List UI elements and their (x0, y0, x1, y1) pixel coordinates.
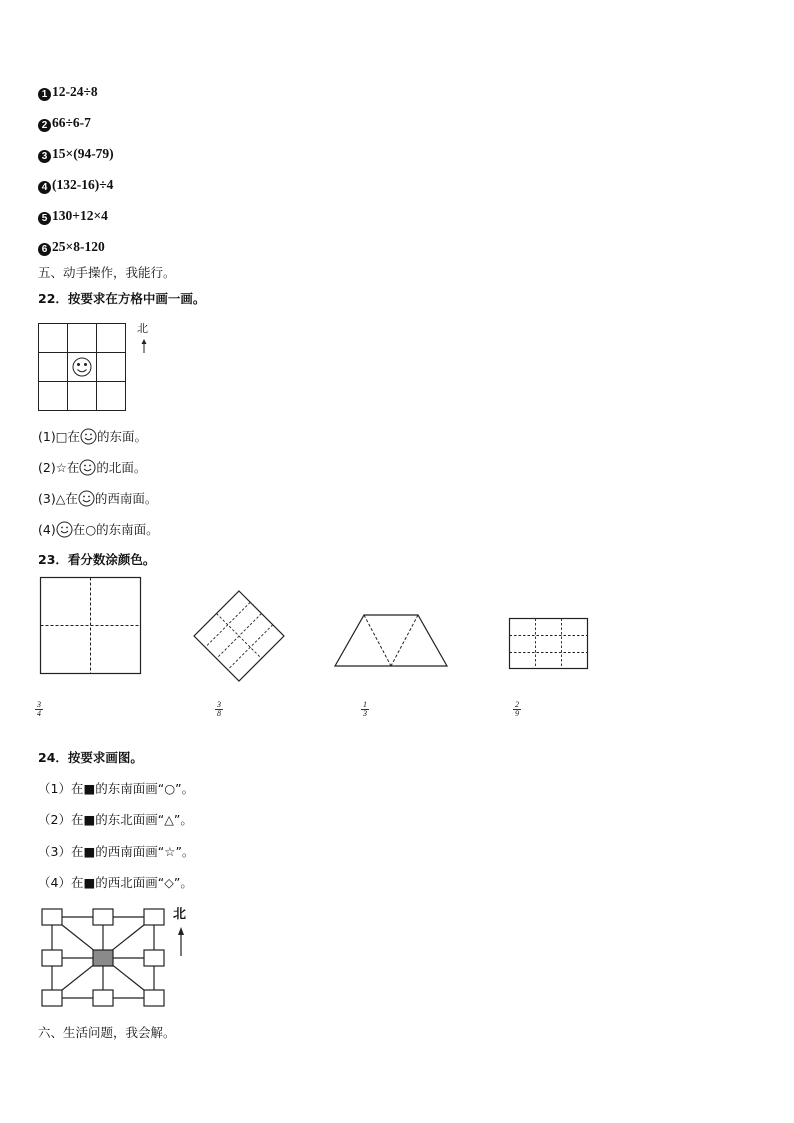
expression-4 (38, 177, 113, 194)
q23-diamond (193, 590, 285, 682)
fraction-label (513, 701, 521, 718)
item-prefix: (2)☆在 (38, 460, 80, 475)
fraction-label (215, 701, 223, 718)
expression-2 (38, 115, 91, 132)
expression-text: 25×8-120 (52, 239, 105, 254)
q24-item-3: （3）在■的西南面画“☆”。 (38, 844, 195, 859)
fraction-numerator: 3 (217, 700, 221, 709)
q24-item-4: （4）在■的西北面画“◇”。 (38, 875, 193, 890)
expression-text: (132-16)÷4 (52, 177, 114, 192)
q22-north-label: 北 (137, 322, 148, 335)
expression-text: 130+12×4 (52, 208, 108, 223)
q22-item-1 (38, 428, 147, 445)
q22-item-3 (38, 490, 157, 507)
q23-rectangle (509, 618, 589, 670)
fraction-denominator: 9 (515, 709, 519, 718)
expression-6 (38, 239, 105, 256)
circled-number: 6 (38, 243, 51, 256)
expression-text: 15×(94-79) (52, 146, 114, 161)
smiley-icon (73, 358, 91, 376)
item-prefix: (3)△在 (38, 491, 78, 506)
item-suffix: 的西南面。 (94, 491, 158, 506)
fraction-denominator: 3 (363, 709, 367, 718)
smiley-icon (79, 459, 96, 476)
q22-item-4 (38, 521, 159, 538)
q24-item-1: （1）在■的东南面画“○”。 (38, 781, 195, 796)
item-suffix: 在○的东南面。 (72, 522, 159, 537)
smiley-icon (78, 490, 95, 507)
fraction-label (35, 701, 43, 718)
q24-title: 24．按要求画图。 (38, 750, 143, 765)
fraction-numerator: 2 (515, 700, 519, 709)
fraction-numerator: 3 (37, 700, 41, 709)
q24-north-label: 北 (173, 907, 187, 922)
section-5-title: 五、动手操作，我能行。 (38, 265, 176, 280)
circled-number: 5 (38, 212, 51, 225)
expression-text: 12-24÷8 (52, 84, 98, 99)
expression-5 (38, 208, 108, 225)
q23-square (40, 577, 142, 675)
fraction-label (361, 701, 369, 718)
center-square-icon (93, 950, 113, 966)
section-6-title: 六、生活问题，我会解。 (38, 1025, 176, 1040)
smiley-icon (80, 428, 97, 445)
fraction-numerator: 1 (363, 700, 367, 709)
q23-trapezoid (334, 614, 449, 668)
item-prefix: (1)□在 (38, 429, 81, 444)
expression-text: 66÷6-7 (52, 115, 91, 130)
item-prefix: (4) (38, 522, 56, 537)
circled-number: 3 (38, 150, 51, 163)
q23-title: 23．看分数涂颜色。 (38, 552, 156, 567)
fraction-denominator: 4 (37, 709, 41, 718)
fraction-denominator: 8 (217, 709, 221, 718)
circled-number: 1 (38, 88, 51, 101)
item-suffix: 的东面。 (97, 429, 148, 444)
item-suffix: 的北面。 (96, 460, 147, 475)
q22-title: 22．按要求在方格中画一画。 (38, 291, 206, 306)
expression-1 (38, 84, 98, 101)
smiley-icon (56, 521, 73, 538)
circled-number: 2 (38, 119, 51, 132)
expression-3 (38, 146, 114, 163)
q22-item-2 (38, 459, 146, 476)
q24-item-2: （2）在■的东北面画“△”。 (38, 812, 193, 827)
circled-number: 4 (38, 181, 51, 194)
